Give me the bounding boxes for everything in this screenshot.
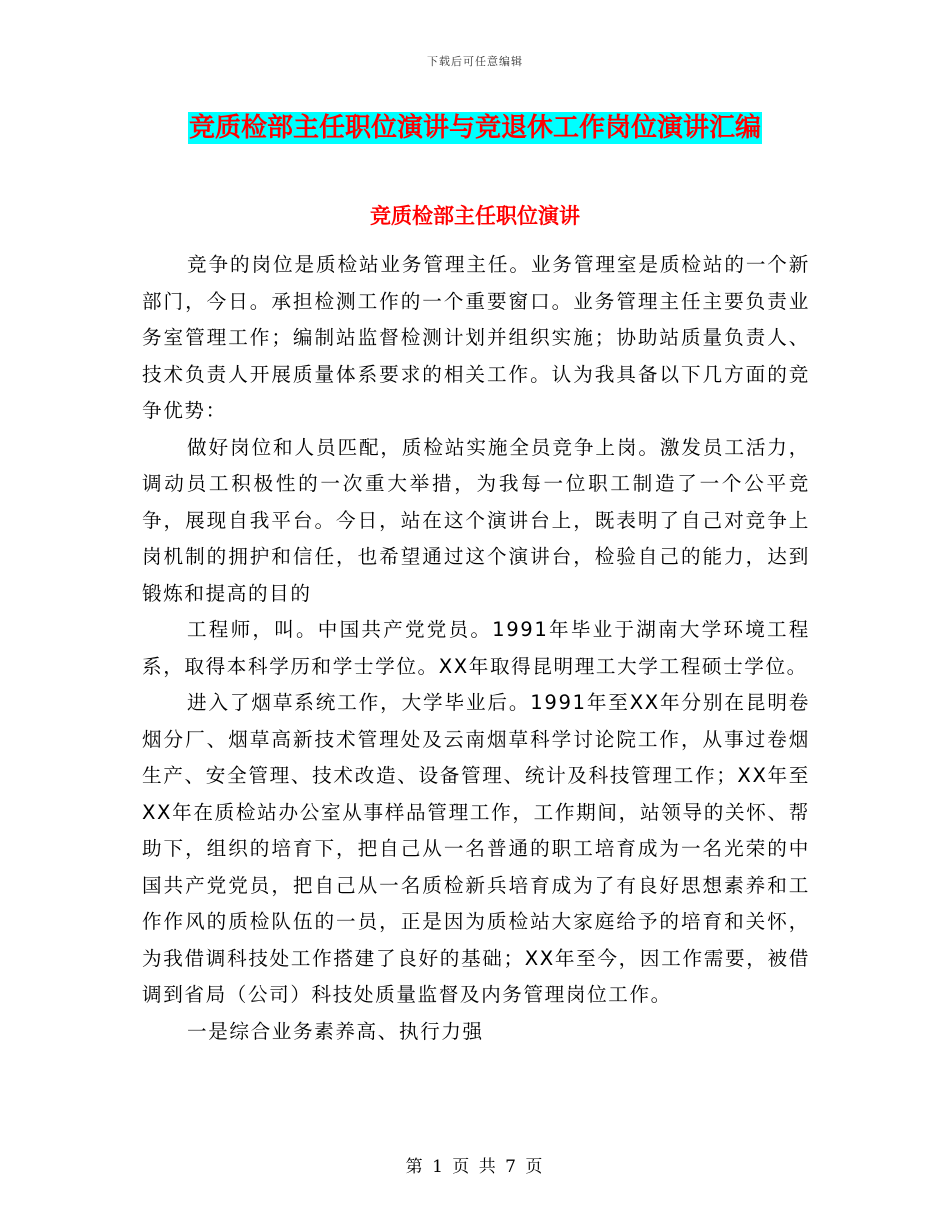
paragraph: 一是综合业务素养高、执行力强: [187, 1019, 484, 1043]
paragraph: 做好岗位和人员匹配，质检站实施全员竞争上岗。激发员工活力，调动员工积极性的一次重大举措，为我每一位职工制造了一个公平竞争，展现自我平台。今日，站在这个演讲台上，既表明了自己对竞争上岗机制的拥护和信任，也希望通过这个演讲台，检验自己的能力，达到锻炼和提高的目的: [142, 435, 810, 605]
section-title: 竞质检部主任职位演讲: [370, 204, 580, 228]
paragraph: 竞争的岗位是质检站业务管理主任。业务管理室是质检站的一个新部门，今日。承担检测工作的一个重要窗口。业务管理主任主要负责业务室管理工作；编制站监督检测计划并组织实施；协助站质量负责人、技术负责人开展质量体系要求的相关工作。认为我具备以下几方面的竞争优势：: [142, 253, 810, 422]
paragraph: 进入了烟草系统工作，大学毕业后。1991年至XX年分别在昆明卷烟分厂、烟草高新技术管理处及云南烟草科学讨论院工作，从事过卷烟生产、安全管理、技术改造、设备管理、统计及科技管理工作；XX年至XX年在质检站办公室从事样品管理工作，工作期间，站领导的关怀、帮助下，组织的培育下，把自己从一名普通的职工培育成为一名光荣的中国共产党党员，把自己从一名质检新兵培育成为了有良好思想素养和工作作风的质检队伍的一员，正是因为质检站大家庭给予的培育和关怀，为我借调科技处工作搭建了良好的基础；XX年至今，因工作需要，被借调到省局（公司）科技处质量监督及内务管理岗位工作。: [142, 691, 810, 1006]
paragraph: 工程师，叫。中国共产党党员。1991年毕业于湖南大学环境工程系，取得本科学历和学士学位。XX年取得昆明理工大学工程硕士学位。: [142, 618, 810, 678]
header-note: 下载后可任意编辑: [427, 55, 523, 68]
document-title-text: 竞质检部主任职位演讲与竞退休工作岗位演讲汇编: [188, 113, 761, 143]
document-title: [0, 112, 950, 144]
page-footer: 第 1 页 共 7 页: [405, 1157, 545, 1177]
body-text: [142, 247, 810, 1050]
